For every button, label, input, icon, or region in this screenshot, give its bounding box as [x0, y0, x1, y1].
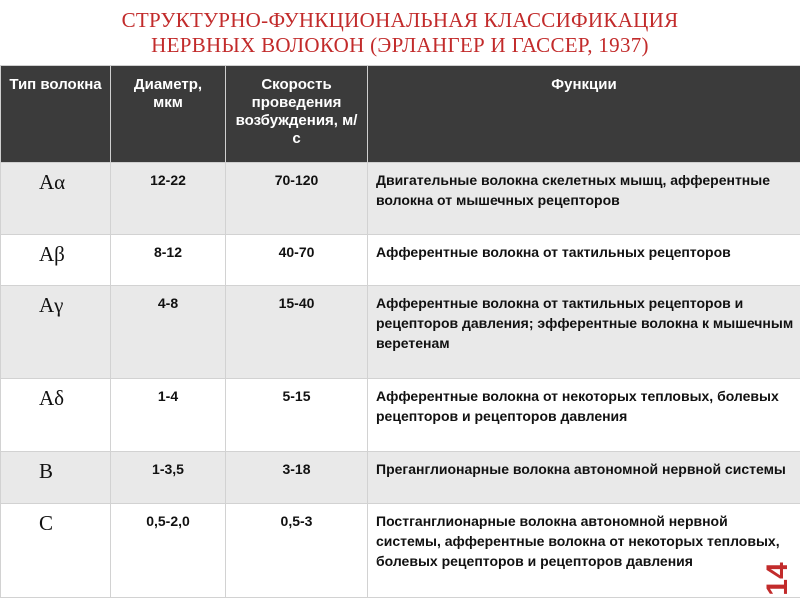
cell-type: B — [1, 452, 111, 504]
cell-speed: 0,5-3 — [226, 504, 368, 598]
slide-number: 14 — [761, 562, 794, 596]
cell-functions: Афферентные волокна от тактильных рецепторов — [368, 235, 800, 286]
cell-functions: Афферентные волокна от тактильных рецепторов и рецепторов давления; эфферентные волокна к мышечным веретенам — [368, 286, 800, 379]
table-row — [1, 163, 800, 235]
title-line-2: НЕРВНЫХ ВОЛОКОН (ЭРЛАНГЕР И ГАССЕР, 1937) — [151, 33, 649, 57]
cell-type: Aγ — [1, 286, 111, 379]
table-header-row — [1, 66, 800, 163]
table-row — [1, 235, 800, 286]
cell-speed: 40-70 — [226, 235, 368, 286]
cell-functions: Двигательные волокна скелетных мышц, афферентные волокна от мышечных рецепторов — [368, 163, 800, 235]
cell-type: C — [1, 504, 111, 598]
cell-diameter: 4-8 — [111, 286, 226, 379]
header-diameter: Диаметр, мкм — [111, 66, 226, 163]
cell-speed: 5-15 — [226, 379, 368, 452]
cell-type: Aα — [1, 163, 111, 235]
table-row — [1, 504, 800, 598]
cell-diameter: 8-12 — [111, 235, 226, 286]
slide-title — [0, 8, 800, 58]
cell-functions: Преганглионарные волокна автономной нервной системы — [368, 452, 800, 504]
cell-diameter: 1-3,5 — [111, 452, 226, 504]
fiber-classification-table — [0, 65, 800, 598]
title-line-1: СТРУКТУРНО-ФУНКЦИОНАЛЬНАЯ КЛАССИФИКАЦИЯ — [121, 8, 679, 32]
table-row — [1, 379, 800, 452]
cell-diameter: 12-22 — [111, 163, 226, 235]
cell-diameter: 1-4 — [111, 379, 226, 452]
table-row — [1, 286, 800, 379]
cell-speed: 15-40 — [226, 286, 368, 379]
cell-speed: 3-18 — [226, 452, 368, 504]
cell-functions: Постганглионарные волокна автономной нервной системы, афферентные волокна от некоторых тепловых, болевых рецепторов и рецепторов давления — [368, 504, 800, 598]
cell-speed: 70-120 — [226, 163, 368, 235]
cell-diameter: 0,5-2,0 — [111, 504, 226, 598]
header-speed: Скорость проведения возбуждения, м/с — [226, 66, 368, 163]
table-row — [1, 452, 800, 504]
header-functions: Функции — [368, 66, 800, 163]
cell-type: Aβ — [1, 235, 111, 286]
header-type: Тип волокна — [1, 66, 111, 163]
cell-functions: Афферентные волокна от некоторых тепловых, болевых рецепторов и рецепторов давления — [368, 379, 800, 452]
cell-type: Aδ — [1, 379, 111, 452]
